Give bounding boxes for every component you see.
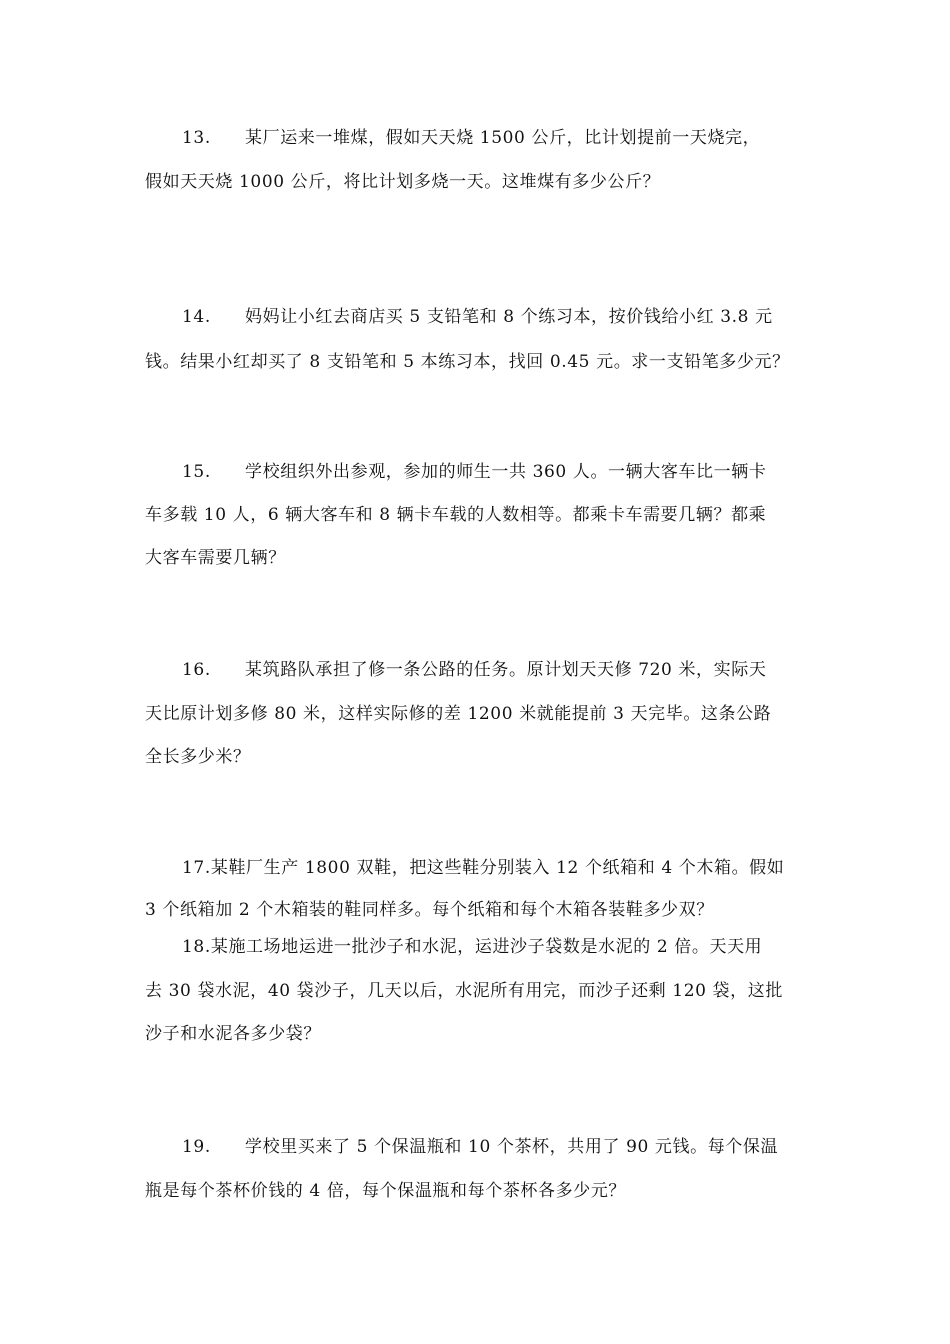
problem-15-line-3: 大客车需要几辆？ [145, 548, 286, 568]
problem-19-line-1 [182, 1135, 778, 1159]
problem-15-line-2: 车多载 10 人，6 辆大客车和 8 辆卡车载的人数相等。都乘卡车需要几辆？都乘 [145, 505, 767, 525]
problem-13-text-1: 某厂运来一堆煤，假如天天烧 1500 公斤，比计划提前一天烧完， [245, 128, 761, 148]
problem-17-line-2: 3 个纸箱加 2 个木箱装的鞋同样多。每个纸箱和每个木箱各装鞋多少双？ [145, 900, 714, 920]
problem-18-line-3: 沙子和水泥各多少袋？ [145, 1024, 321, 1044]
problem-14-number: 14. [182, 307, 211, 327]
problem-13-number: 13. [182, 128, 211, 148]
problem-15-line-1 [182, 460, 766, 484]
problem-18-text-1: 某施工场地运进一批沙子和水泥，运进沙子袋数是水泥的 2 倍。天天用 [210, 937, 763, 957]
problem-13-line-2: 假如天天烧 1000 公斤，将比计划多烧一天。这堆煤有多少公斤？ [145, 172, 661, 192]
problem-19-line-2: 瓶是每个茶杯价钱的 4 倍，每个保温瓶和每个茶杯各多少元？ [145, 1181, 627, 1201]
problem-17-line-1 [182, 856, 784, 880]
problem-14-line-1 [182, 305, 773, 329]
problem-19-text-1: 学校里买来了 5 个保温瓶和 10 个茶杯，共用了 90 元钱。每个保温 [245, 1137, 779, 1157]
problem-16-line-1 [182, 658, 766, 682]
problem-17-number: 17. [182, 858, 211, 878]
problem-17-text-1: 某鞋厂生产 1800 双鞋，把这些鞋分别装入 12 个纸箱和 4 个木箱。假如 [210, 858, 785, 878]
problem-16-number: 16. [182, 660, 211, 680]
problem-14-line-2: 钱。结果小红却买了 8 支铅笔和 5 本练习本，找回 0.45 元。求一支铅笔多少元？ [145, 352, 790, 372]
problem-19-number: 19. [182, 1137, 211, 1157]
problem-14-text-1: 妈妈让小红去商店买 5 支铅笔和 8 个练习本，按价钱给小红 3.8 元 [245, 307, 773, 327]
problem-18-number: 18. [182, 937, 211, 957]
problem-15-text-1: 学校组织外出参观，参加的师生一共 360 人。一辆大客车比一辆卡 [245, 462, 767, 482]
problem-16-line-3: 全长多少米？ [145, 747, 251, 767]
problem-13-line-1 [182, 126, 760, 150]
problem-16-text-1: 某筑路队承担了修一条公路的任务。原计划天天修 720 米，实际天 [245, 660, 767, 680]
problem-18-line-1 [182, 935, 762, 959]
problem-15-number: 15. [182, 462, 211, 482]
problem-18-line-2: 去 30 袋水泥，40 袋沙子，几天以后，水泥所有用完，而沙子还剩 120 袋，这批 [145, 981, 783, 1001]
problem-16-line-2: 天比原计划多修 80 米，这样实际修的差 1200 米就能提前 3 天完毕。这条公路 [145, 704, 772, 724]
